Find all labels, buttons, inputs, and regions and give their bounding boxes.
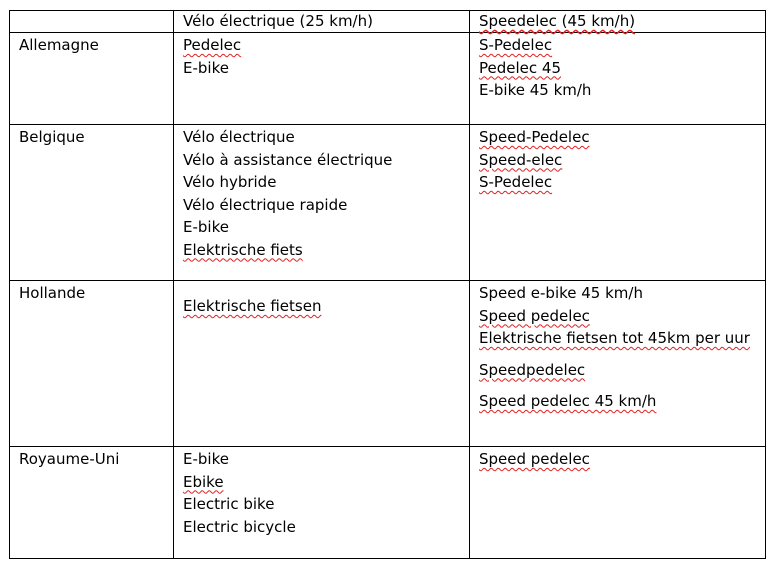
term-item: S-Pedelec — [479, 36, 553, 54]
speedelec-cell[interactable] — [470, 447, 766, 559]
term-item: Speedpedelec — [479, 360, 586, 379]
table-row — [10, 125, 766, 281]
header-speedelec-label — [479, 11, 765, 32]
term-item: Speed pedelec — [479, 450, 590, 468]
term-item: Speed pedelec — [479, 306, 590, 325]
table-row — [10, 447, 766, 559]
country-label: Hollande — [19, 284, 86, 302]
term-item: Pedelec — [183, 36, 242, 54]
term-item: E-bike — [183, 450, 229, 468]
term-item: Speed pedelec 45 km/h — [479, 392, 657, 410]
speedelec-cell[interactable] — [470, 125, 766, 281]
speedelec-cell[interactable] — [470, 33, 766, 125]
terminology-table — [9, 10, 766, 559]
term-item: E-bike — [183, 58, 229, 77]
table-row — [10, 33, 766, 125]
header-row — [10, 11, 766, 33]
term-item: S-Pedelec — [479, 173, 553, 191]
header-ebike[interactable] — [174, 11, 470, 33]
country-label: Belgique — [19, 128, 85, 146]
table-row — [10, 281, 766, 447]
term-item: Vélo électrique rapide — [183, 195, 348, 214]
term-item: Vélo hybride — [183, 173, 277, 191]
header-empty-cell[interactable] — [10, 11, 174, 33]
term-item: Ebike — [183, 472, 224, 491]
ebike-cell[interactable] — [174, 33, 470, 125]
ebike-cell[interactable] — [174, 281, 470, 447]
term-item: Speed-Pedelec — [479, 128, 590, 146]
term-item: E-bike 45 km/h — [479, 81, 592, 99]
country-cell[interactable] — [10, 125, 174, 281]
header-speedelec-text: Speedelec (45 km/h) — [479, 12, 636, 30]
ebike-cell[interactable] — [174, 447, 470, 559]
term-item: Electric bicycle — [183, 517, 296, 536]
speedelec-cell[interactable] — [470, 281, 766, 447]
country-label: Royaume-Uni — [19, 450, 120, 468]
term-item: Vélo électrique — [183, 128, 295, 146]
term-item: Electric bike — [183, 495, 275, 513]
country-label: Allemagne — [19, 36, 99, 54]
term-item: E-bike — [183, 218, 229, 236]
term-item: Speed-elec — [479, 150, 563, 169]
term-item: Pedelec 45 — [479, 58, 561, 77]
term-item: Elektrische fietsen tot 45km per uur — [479, 329, 750, 347]
country-cell[interactable] — [10, 281, 174, 447]
header-speedelec[interactable] — [470, 11, 766, 33]
term-item: Vélo à assistance électrique — [183, 150, 393, 169]
country-cell[interactable] — [10, 33, 174, 125]
term-item: Speed e-bike 45 km/h — [479, 284, 643, 302]
term-item: Elektrische fietsen — [183, 297, 322, 315]
ebike-cell[interactable] — [174, 125, 470, 281]
header-ebike-label: Vélo électrique (25 km/h) — [183, 12, 373, 30]
country-cell[interactable] — [10, 447, 174, 559]
term-item: Elektrische fiets — [183, 240, 303, 259]
